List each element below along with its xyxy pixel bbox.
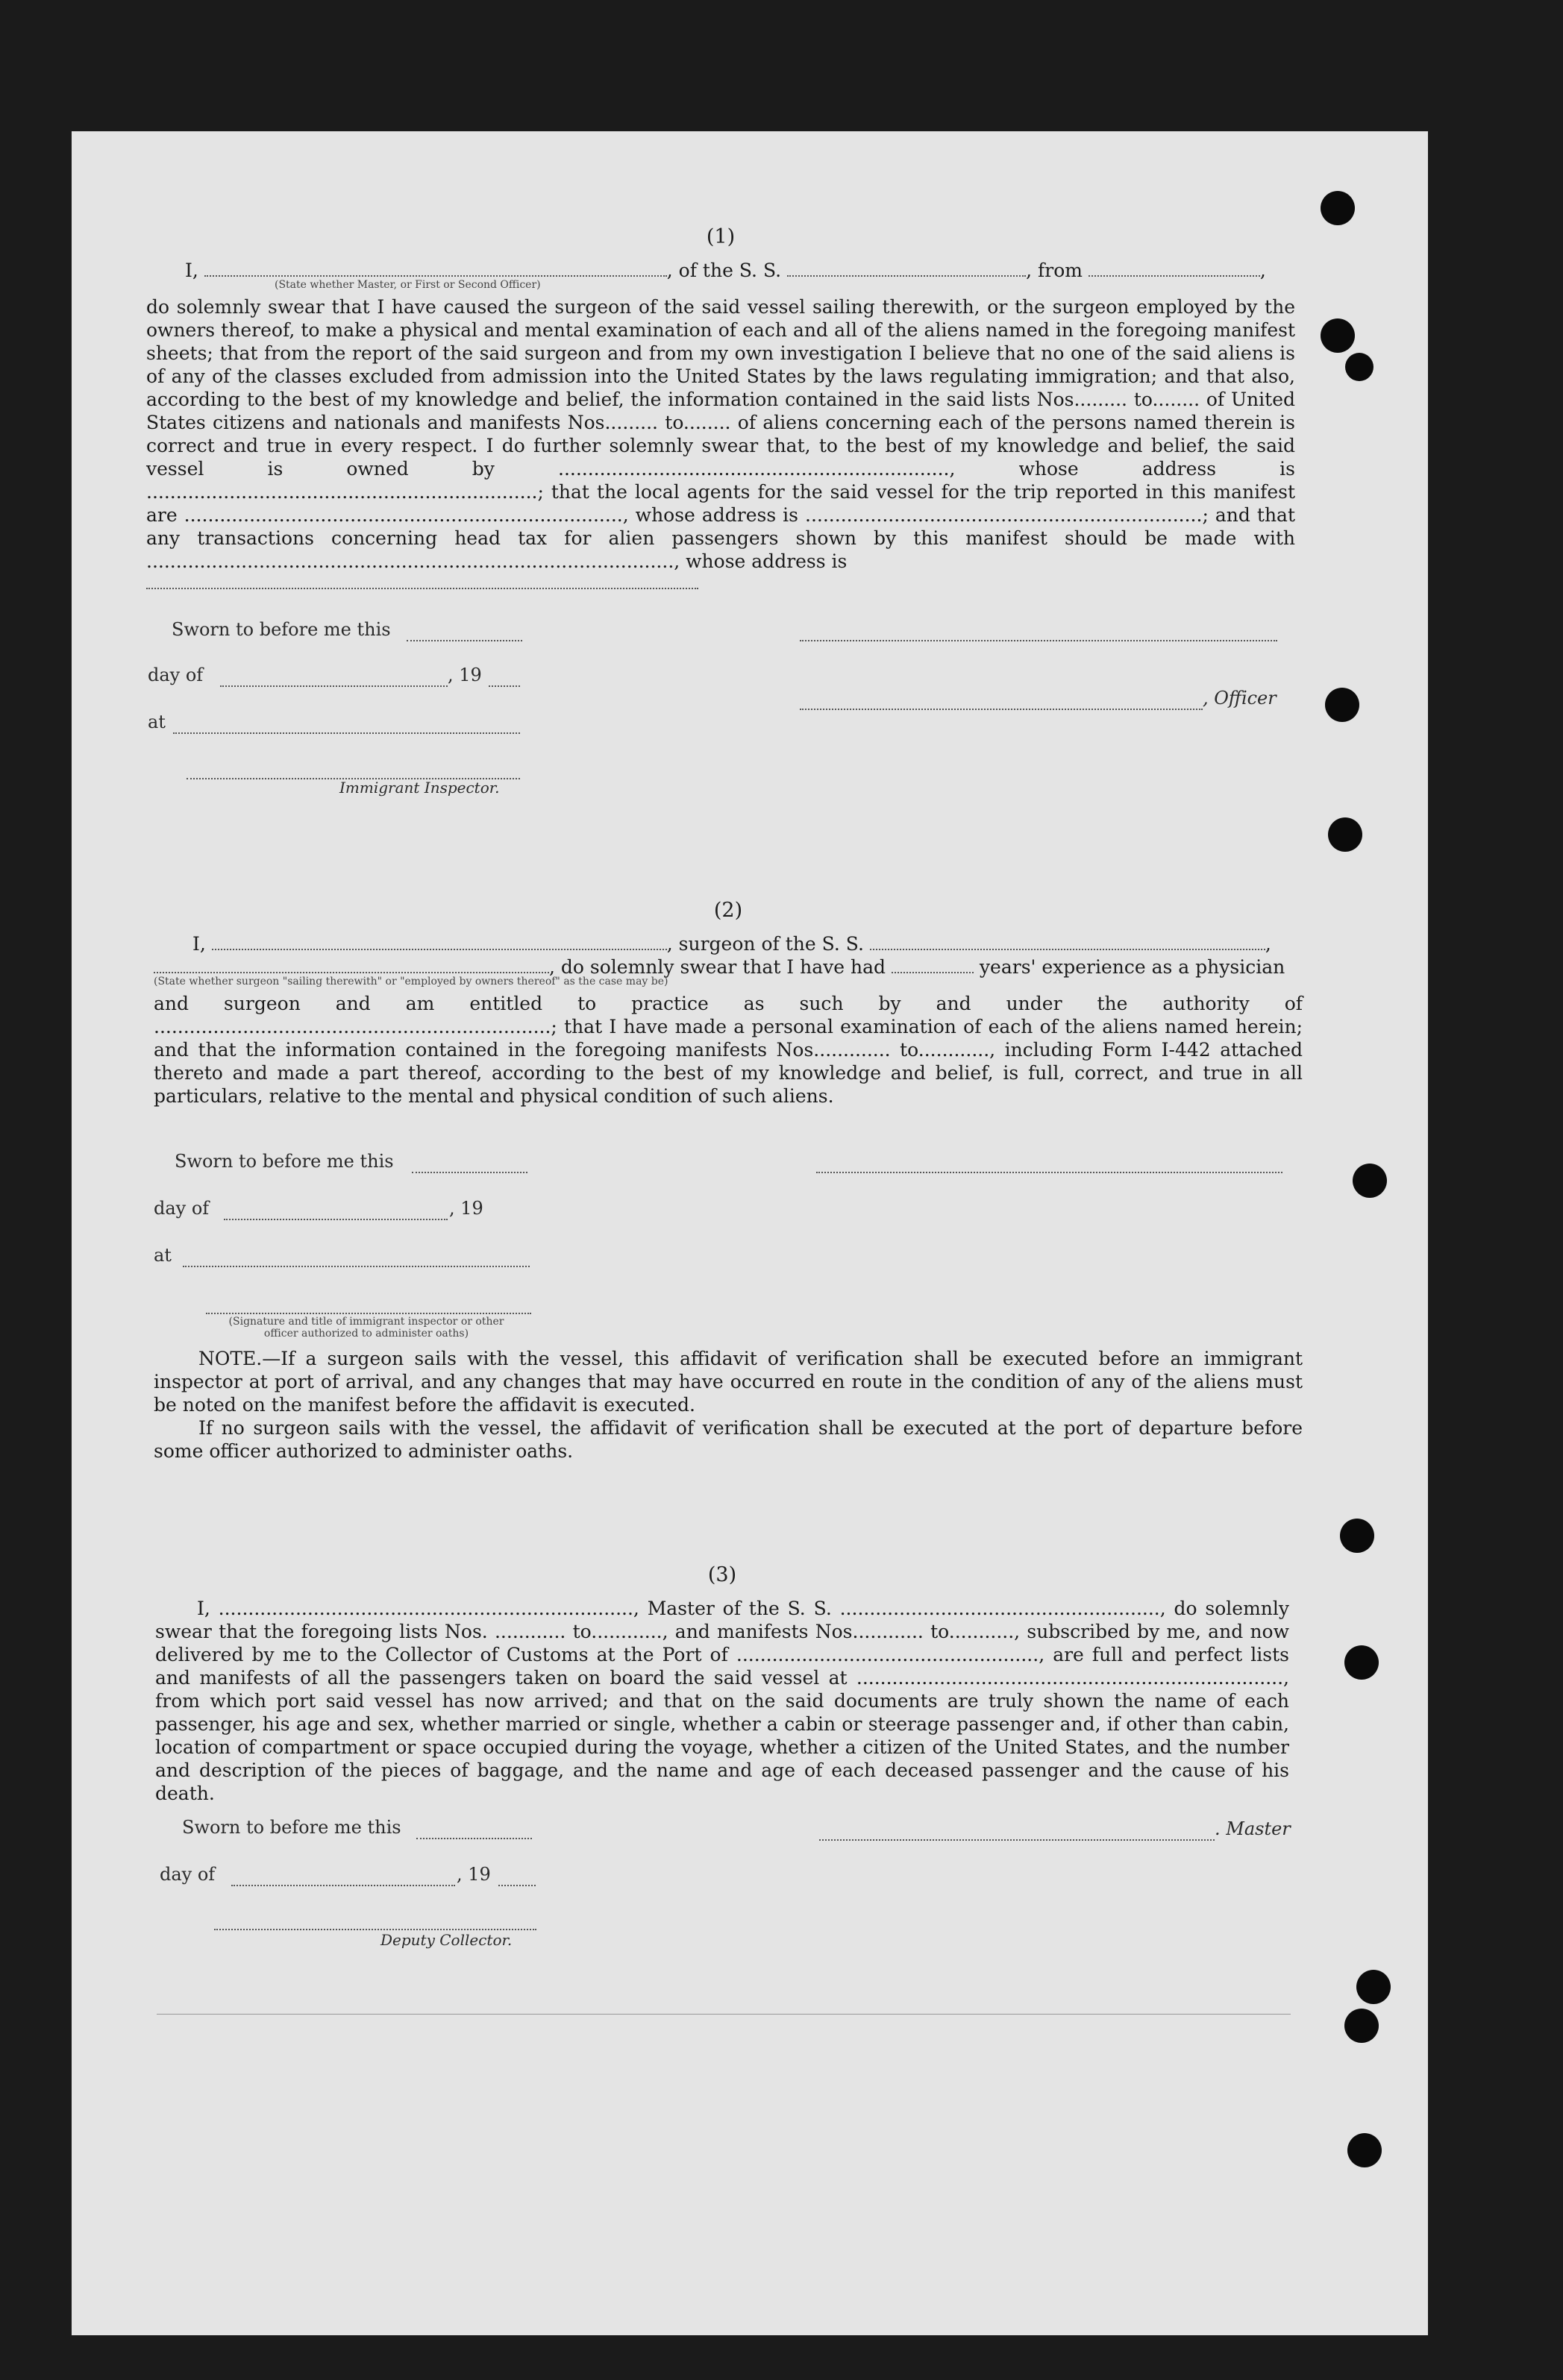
affidavit-section-2 (154, 899, 1303, 1108)
day-of-label-3: day of (160, 1864, 216, 1885)
month-blank-3 (231, 1871, 455, 1886)
collector-label: Deputy Collector. (380, 1931, 513, 1949)
collector-signature-blank (214, 1915, 536, 1930)
day-of-label-2: day of (154, 1198, 210, 1219)
master-signature-blank (819, 1826, 1215, 1841)
sworn-label-1: Sworn to before me this (172, 619, 391, 640)
punch-hole-10 (1344, 2009, 1379, 2043)
punch-hole-3 (1345, 353, 1374, 381)
surgeon-line: I, , surgeon of the S. S. , (192, 933, 1271, 955)
section-number: (2) (713, 899, 743, 922)
section2-oath-text: and surgeon and am entitled to practice as such by and under the authority of ...................................................................; that I have made a personal examination of each of the aliens named herein; and that the information contained in the foregoing manifests Nos............. to............, including Form I-442 attached thereto and made a part thereof, according to the best of my knowledge and belief, is full, correct, and true in all particulars, relative to the mental and physical condition of such aliens. (154, 993, 1303, 1107)
vessel-name-blank (787, 262, 1026, 277)
surgeon-vessel-blank (870, 935, 1265, 950)
officer-name-blank (204, 262, 667, 277)
at-label-2: at (154, 1245, 172, 1266)
master-label: . Master (1215, 1818, 1291, 1839)
years-label: years' experience as a physician (979, 956, 1285, 978)
section-number: (1) (706, 225, 736, 248)
inspector-label: Immigrant Inspector. (339, 779, 500, 797)
day-of-label-1: day of (148, 665, 204, 685)
bottom-rule (157, 2014, 1291, 2015)
year-label-1: , 19 (448, 665, 482, 685)
from-port-blank (1089, 262, 1260, 277)
officer-line-note: (State whether Master, or First or Second Officer) (275, 279, 541, 291)
signature-blank-2 (816, 1158, 1282, 1173)
sworn-label-2: Sworn to before me this (175, 1151, 394, 1172)
punch-hole-9 (1356, 1970, 1391, 2004)
punch-hole-2 (1321, 318, 1355, 353)
sworn-day-blank-1 (407, 627, 522, 641)
inspector-signature-blank-2 (206, 1299, 531, 1314)
year-label-2: , 19 (449, 1198, 483, 1219)
place-blank-1 (173, 719, 520, 734)
sworn-label-3: Sworn to before me this (182, 1817, 401, 1838)
punch-hole-5 (1328, 817, 1362, 852)
year-blank-3 (498, 1871, 536, 1886)
affidavit-section-3 (155, 1563, 1289, 1805)
signature-blank-1 (800, 627, 1277, 641)
punch-hole-1 (1321, 191, 1355, 225)
pronoun-label: I, (192, 933, 206, 955)
note-surgeon-sails: NOTE.—If a surgeon sails with the vessel, this affidavit of verification shall be executed before an immigrant inspector at port of arrival, and any changes that may have occurred en route in the condition of any of the aliens must be noted on the manifest before the affidavit is executed. (154, 1348, 1303, 1416)
officer-line: I, , of the S. S. , from , (185, 260, 1266, 281)
surgeon-name-blank (212, 935, 667, 950)
section1-oath-text: do solemnly swear that I have caused the surgeon of the said vessel sailing therewith, or the surgeon employed by the owners thereof, to make a physical and mental examination of each and all of the aliens named in the foregoing manifest sheets; that from the report of the said surgeon and from my own investigation I believe that no one of the said aliens is of any of the classes excluded from admission into the United States by the laws regulating immigration; and that also, according to the best of my knowledge and belief, the information contained in the said lists Nos......... to........ of United States citizens and nationals and manifests Nos......... to........ of aliens concerning each of the persons named therein is correct and true in every respect. I do further solemnly swear that, to the best of my knowledge and belief, the said vessel is owned by .................................................................., whose address is ..................................................................; that the local agents for the said vessel for the trip reported in this manifest are .........................................................................., whose address is ...................................................................; and that any transactions concerning head tax for alien passengers shown by this manifest should be made with ........................................................................................., whose address is (146, 296, 1295, 572)
sworn-day-blank-2 (412, 1158, 527, 1173)
from-label: , from (1026, 260, 1083, 281)
affidavit-section-1 (146, 225, 1295, 592)
officer-label: , Officer (1203, 688, 1277, 709)
inspector-signature-blank (187, 764, 520, 779)
sworn-day-blank-3 (416, 1824, 532, 1839)
section-number: (3) (707, 1563, 737, 1586)
month-blank-2 (224, 1205, 448, 1220)
year-label-3: , 19 (457, 1864, 491, 1885)
punch-hole-6 (1353, 1164, 1387, 1198)
month-blank-1 (220, 672, 448, 687)
year-blank-1 (489, 672, 520, 687)
years-blank (892, 958, 974, 973)
punch-hole-11 (1347, 2133, 1382, 2167)
surgeon-capacity-blank (154, 958, 549, 973)
surgeon-line-note: (State whether surgeon "sailing therewith" or "employed by owners thereof" as the case may be) (154, 976, 668, 988)
punch-hole-7 (1340, 1519, 1374, 1553)
at-label-1: at (148, 712, 166, 732)
officer-signature-blank (800, 695, 1203, 710)
punch-hole-4 (1325, 688, 1359, 722)
note-no-surgeon: If no surgeon sails with the vessel, the affidavit of verification shall be executed at the port of departure before some officer authorized to administer oaths. (154, 1417, 1303, 1462)
address-continuation-blank (146, 574, 698, 589)
note-block (154, 1347, 1303, 1463)
swear-label: , do solemnly swear that I have had (549, 956, 886, 978)
punch-hole-8 (1344, 1645, 1379, 1680)
surgeon-vessel-label: , surgeon of the S. S. (666, 933, 864, 955)
section3-oath-text: I, ......................................................................, Master of the S. S. ......................................................, do solemnly swear that the foregoing lists Nos. ............ to............, and manifests Nos............ to..........., subscribed by me, and now delivered by me to the Collector of Customs at the Port of ..................................................., are full and perfect lists and manifests of all the passengers taken on board the said vessel at ........................................................................, from which port said vessel has now arrived; and that on the said documents are truly shown the name of each passenger, his age and sex, whether married or single, whether a cabin or steerage passenger and, if other than cabin, location of compartment or space occupied during the voyage, whether a citizen of the United States, and the number and description of the pieces of baggage, and the name and age of each deceased passenger and the cause of his death. (155, 1598, 1289, 1804)
pronoun-label: I, (185, 260, 198, 281)
place-blank-2 (183, 1252, 530, 1267)
vessel-label: , of the S. S. (666, 260, 782, 281)
signature-title-note: (Signature and title of immigrant inspector or other officer authorized to administer oaths) (228, 1316, 504, 1340)
